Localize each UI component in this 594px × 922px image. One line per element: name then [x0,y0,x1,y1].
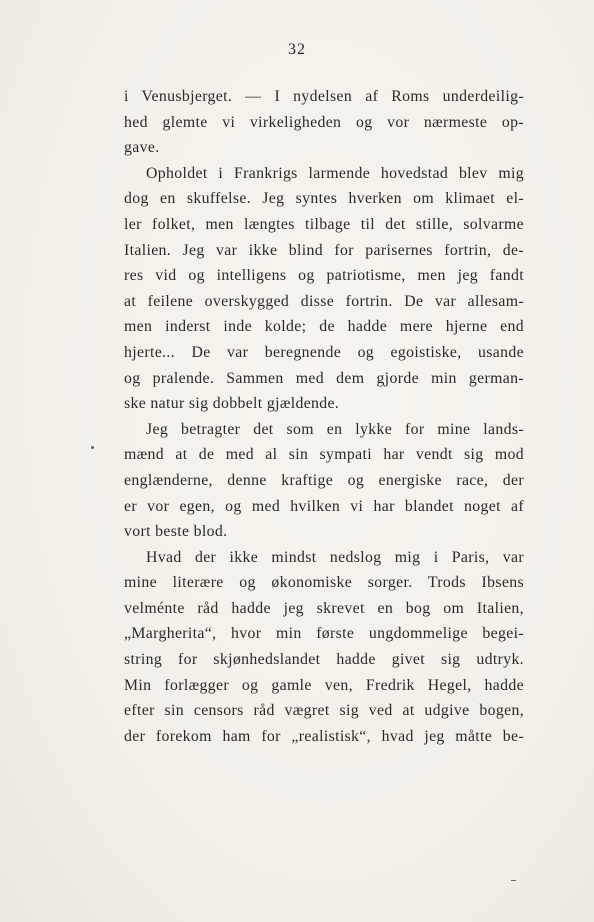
text-line: string for skjønhedslandet hadde givet sig udtryk. [124,651,524,669]
text-line: Jeg betragter det som en lykke for mine lands- [146,420,524,438]
body-text [124,84,524,749]
text-line: mænd at de med al sin sympati har vendt sig mod [124,446,524,464]
text-line: hjerte... De var beregnende og egoistiske, usande [124,343,524,361]
text-line: Hvad der ikke mindst nedslog mig i Paris, var [146,548,524,566]
text-line: ske natur sig dobbelt gjældende. [124,395,340,413]
margin-speck [91,446,94,449]
text-line: Min forlægger og gamle ven, Fredrik Hegel, hadde [124,676,524,694]
text-line: Italien. Jeg var ikke blind for parisernes fortrin, de- [124,241,524,259]
text-line: dog en skuffelse. Jeg syntes hverken om klimaet el- [124,190,524,208]
text-line: men inderst inde kolde; de hadde mere hjerne end [124,318,524,336]
text-line: „Margherita“, hvor min første ungdommelige begei- [124,625,524,643]
text-line: gave. [124,139,160,157]
page-number: 32 [288,41,306,58]
text-line: at feilene overskygged disse fortrin. De var allesam- [124,292,524,310]
text-line: res vid og intelligens og patriotisme, men jeg fandt [124,267,524,285]
text-line: og pralende. Sammen med dem gjorde min german- [124,369,524,387]
text-line: ler folket, men længtes tilbage til det stille, solvarme [124,215,524,233]
text-line: mine literære og økonomiske sorger. Trods Ibsens [124,574,524,592]
text-line: Opholdet i Frankrigs larmende hovedstad blev mig [146,164,524,182]
text-line: i Venusbjerget. — I nydelsen af Roms underdeilig- [124,88,524,105]
text-line: vort beste blod. [124,523,228,541]
text-line: velménte råd hadde jeg skrevet en bog om Italien, [124,599,524,617]
margin-mark [511,880,516,881]
text-line: er vor egen, og med hvilken vi har blandet noget af [124,497,524,515]
text-line: hed glemte vi virkeligheden og vor nærmeste op- [124,113,524,131]
text-line: efter sin censors råd vægret sig ved at udgive bogen, [124,702,524,720]
text-line: der forekom ham for „realistisk“, hvad jeg måtte be- [124,727,524,745]
text-line: englænderne, denne kraftige og energiske race, der [124,471,524,489]
